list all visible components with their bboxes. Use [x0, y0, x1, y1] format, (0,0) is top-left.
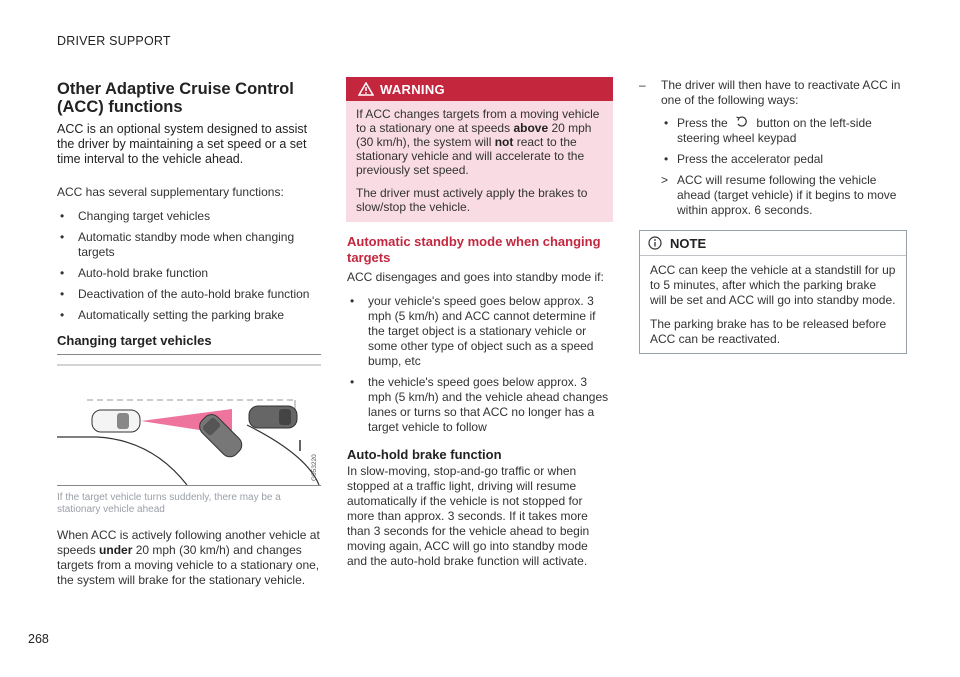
- figure-code: G053220: [311, 454, 318, 481]
- list-item: • your vehicle's speed goes below approx. 3 mph (5 km/h) and ACC cannot determine if the target object is a stationary vehicle or some other type of object such as a speed bump, etc: [347, 294, 611, 369]
- list-item: • Automatically setting the parking brake: [57, 308, 321, 323]
- figure-caption: If the target vehicle turns suddenly, there may be a stationary vehicle ahead: [57, 492, 281, 515]
- info-icon: [648, 236, 662, 250]
- road-diagram: [57, 355, 321, 485]
- note-p1: ACC can keep the vehicle at a standstill for up to 5 minutes, after which the parking brake will be set and ACC will go into standby mode.: [650, 263, 896, 307]
- list-item: • Press the accelerator pedal: [661, 152, 905, 167]
- own-vehicle: [92, 410, 140, 432]
- subheading-changing-target: Changing target vehicles: [57, 333, 212, 348]
- warning-p1: If ACC changes targets from a moving vehicle to a stationary one at speeds above 20 mph (30 km/h), the system will not react to the stationary vehicle and will accelerate to the previously set speed.: [356, 107, 600, 177]
- note-title: NOTE: [670, 235, 707, 251]
- page-number: 268: [28, 632, 49, 646]
- reactivate-step: – The driver will then have to reactivate ACC in one of the following ways:: [639, 78, 905, 108]
- section-title: Other Adaptive Cruise Control (ACC) functions: [57, 80, 294, 116]
- list-item: • the vehicle's speed goes below approx. 3 mph (5 km/h) and the vehicle ahead changes lanes or turns so that ACC no longer has a target vehicle to follow: [347, 375, 611, 435]
- page-header: DRIVER SUPPORT: [57, 34, 171, 48]
- subheading-autohold: Auto-hold brake function: [347, 447, 502, 462]
- warning-triangle-icon: [358, 82, 374, 96]
- resume-icon: [735, 116, 749, 128]
- note-body: [640, 256, 906, 353]
- warning-body: [346, 101, 613, 222]
- column-3: [639, 78, 905, 354]
- column-1: [57, 80, 321, 597]
- warning-p2: The driver must actively apply the brakes to slow/stop the vehicle.: [356, 186, 588, 214]
- autohold-text: In slow-moving, stop-and-go traffic or when stopped at a traffic light, driving will resume automatically if the vehicle is not stopped for more than approx. 3 seconds. If it takes more than 3 seconds for the vehicle ahead to begin moving again, ACC will go into standby mode and the auto-hold brake function will activate.: [347, 464, 590, 568]
- stationary-vehicle: [249, 406, 297, 428]
- functions-intro: ACC has several supplementary functions:: [57, 185, 284, 199]
- warning-box: [346, 77, 613, 222]
- column-2: [347, 78, 611, 578]
- functions-list: [57, 209, 321, 323]
- list-item: • Automatic standby mode when changing targets: [57, 230, 321, 260]
- subheading-standby: Automatic standby mode when changing targets: [347, 234, 601, 265]
- standby-intro: ACC disengages and goes into standby mode if:: [347, 270, 604, 284]
- list-item: • Auto-hold brake function: [57, 266, 321, 281]
- list-item: • Changing target vehicles: [57, 209, 321, 224]
- target-change-illustration: [57, 354, 321, 486]
- standby-list: [347, 294, 611, 435]
- list-item: • Press the button on the left-side steering wheel keypad: [661, 116, 905, 146]
- warning-title: WARNING: [380, 81, 445, 97]
- lead-paragraph: ACC is an optional system designed to assist the driver by maintaining a set speed or a set time interval to the vehicle ahead.: [57, 122, 308, 166]
- warning-header: [346, 77, 613, 101]
- note-p2: The parking brake has to be released before ACC can be reactivated.: [650, 317, 887, 346]
- note-box: [639, 230, 907, 354]
- note-header: [640, 231, 906, 256]
- resume-result: > ACC will resume following the vehicle ahead (target vehicle) if it begins to move within approx. 6 seconds.: [639, 173, 905, 218]
- reactivate-options: [661, 116, 905, 167]
- speed-paragraph: When ACC is actively following another vehicle at speeds under 20 mph (30 km/h) and changes targets from a moving vehicle to a stationary one, the system will brake for the stationary vehicle.: [57, 528, 320, 587]
- list-item: • Deactivation of the auto-hold brake function: [57, 287, 321, 302]
